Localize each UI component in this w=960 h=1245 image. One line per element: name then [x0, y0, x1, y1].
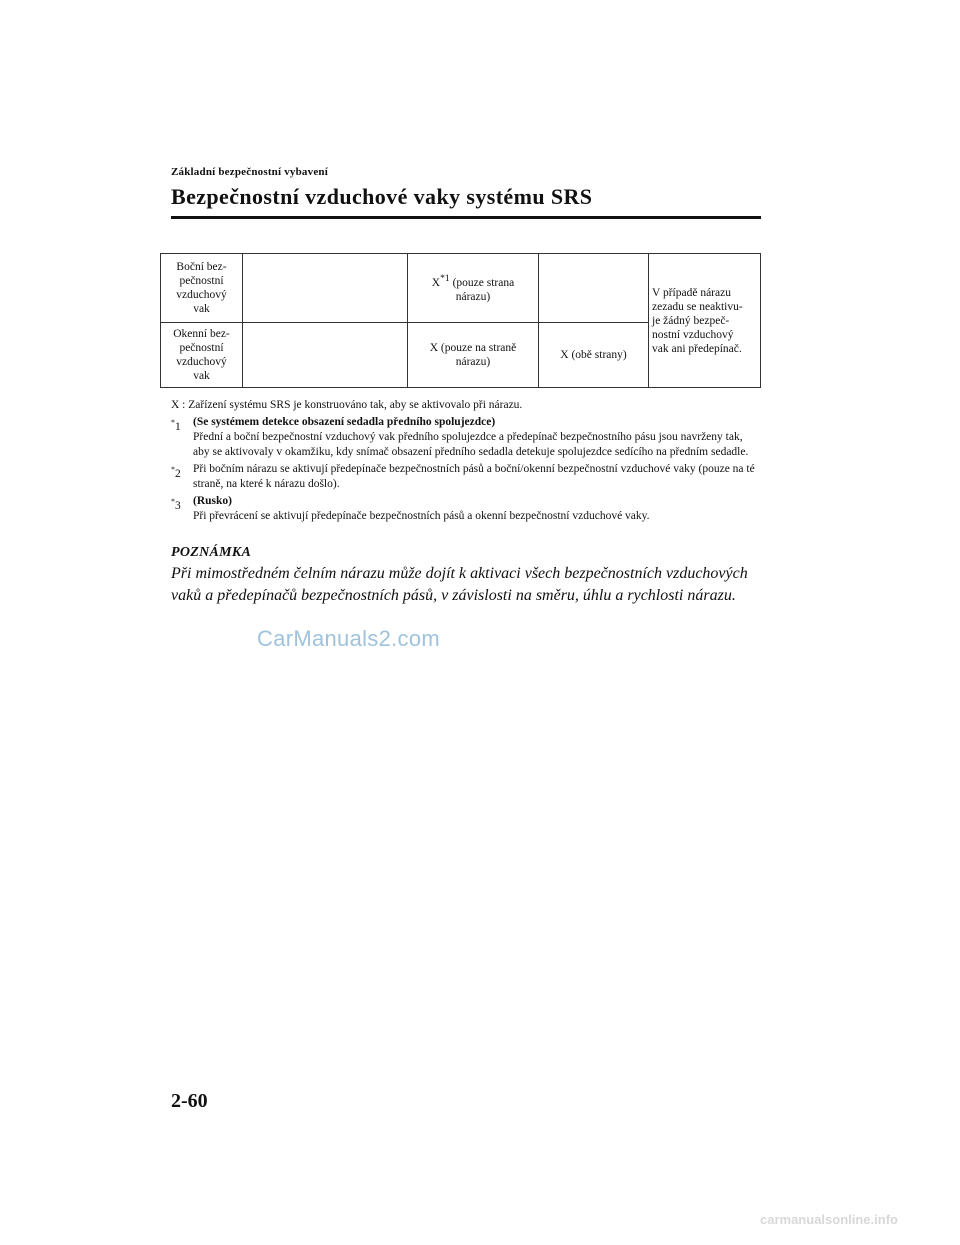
row-label-curtain-airbag: Okenní bez- pečnostní vzduchový vak: [161, 323, 243, 388]
footer-website: carmanualsonline.info: [760, 1212, 898, 1227]
footnote-text: Přední a boční bezpečnostní vzduchový vak předního spolujezdce a předepínač bezpečnostního pásu jsou navrženy tak, aby se aktivovaly v okamžiku, kdy snímač obsazení předního sedadla detekuje spolujezdce sedícího na předním sedadle.: [193, 431, 749, 458]
row-label-side-airbag: Boční bez- pečnostní vzduchový vak: [161, 254, 243, 323]
cell-rear-impact-note: V případě nárazu zezadu se neaktivu- je žádný bezpeč- nostní vzduchový vak ani předepínač.: [649, 254, 761, 388]
cell-curtain-airbag-side-impact: X (pouze na straně nárazu): [408, 323, 539, 388]
title-rule: [171, 216, 761, 219]
footnote-text: Při bočním nárazu se aktivují předepínače bezpečnostních pásů a boční/okenní bezpečnostní vzduchové vaky (pouze na té straně, na které k nárazu došlo).: [193, 463, 755, 490]
note-heading: POZNÁMKA: [171, 545, 252, 560]
note-text: Při mimostředném čelním nárazu může dojít k aktivaci všech bezpečnostních vzduchových vaků a předepínačů bezpečnostních pásů, v závislosti na směru, úhlu a rychlosti nárazu.: [171, 565, 748, 604]
cell-empty: [243, 254, 408, 323]
footnote-2: [171, 462, 761, 492]
table-notes: [171, 398, 761, 524]
footnote-text: Při převrácení se aktivují předepínače bezpečnostních pásů a okenní bezpečnostní vzduchové vaky.: [193, 510, 650, 522]
table-row-side-airbag: [161, 254, 761, 323]
footnote-heading: (Rusko): [193, 495, 232, 507]
legend-text: X : Zařízení systému SRS je konstruováno tak, aby se aktivovalo při nárazu.: [171, 399, 523, 411]
cell-empty: [539, 254, 649, 323]
footnote-1: [171, 415, 761, 460]
footnote-marker: *2: [171, 465, 181, 480]
page-title: Bezpečnostní vzduchové vaky systému SRS: [171, 184, 593, 209]
footnote-marker: *1: [171, 418, 181, 433]
cell-side-airbag-activation: $X^{*1}$ (pouze strana nárazu): [408, 254, 539, 323]
cell-curtain-airbag-both-sides: X (obě strany): [539, 323, 649, 388]
section-label: Základní bezpečnostní vybavení: [171, 166, 328, 178]
page-number: 2-60: [171, 1090, 208, 1112]
footnote-3: [171, 494, 761, 524]
footnote-marker: *3: [171, 497, 181, 512]
footnote-heading: (Se systémem detekce obsazení sedadla předního spolujezdce): [193, 416, 496, 428]
cell-empty: [243, 323, 408, 388]
watermark-logo: CarManuals2.com: [257, 626, 441, 651]
airbag-activation-table: [160, 253, 761, 388]
